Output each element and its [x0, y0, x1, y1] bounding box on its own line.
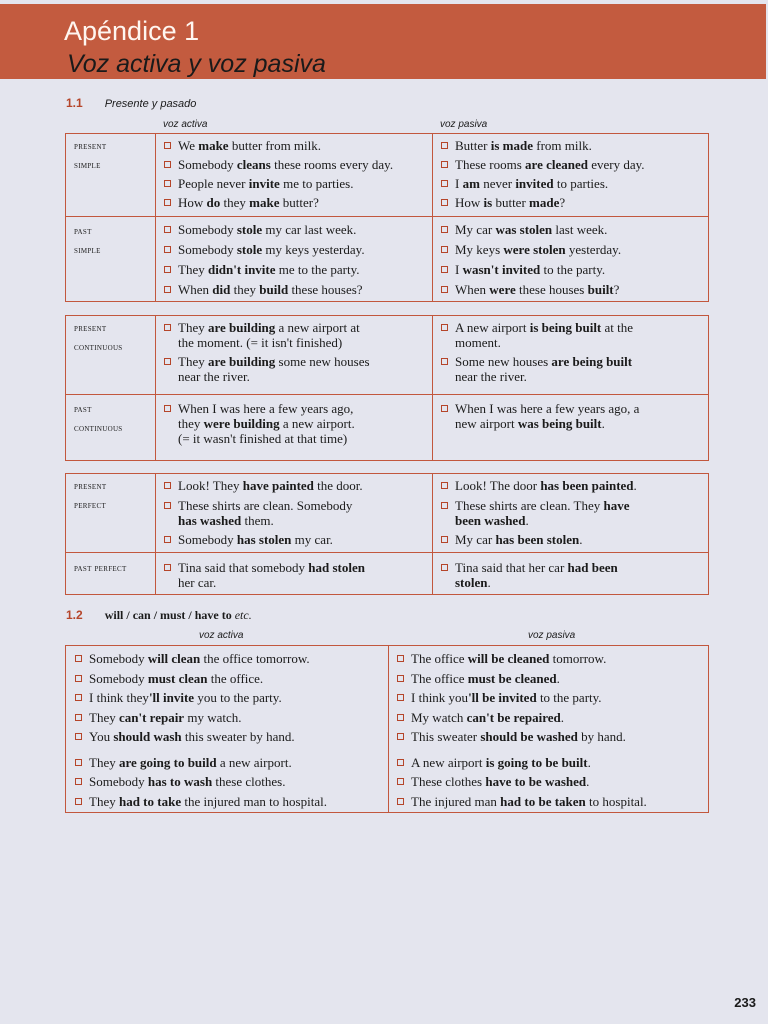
sentence-text: the office.: [207, 670, 264, 686]
example-sentence: [455, 222, 607, 237]
checkbox-bullet-icon: [164, 405, 171, 412]
sentence-text: they: [230, 282, 260, 297]
example-sentence: [455, 262, 605, 277]
checkbox-bullet-icon: [441, 482, 448, 489]
verb-form: is made: [490, 138, 533, 153]
verb-form: invited: [515, 176, 554, 191]
example-sentence: [455, 157, 645, 172]
example-sentence: [178, 532, 333, 547]
verb-form: 'll invite: [148, 690, 195, 705]
example-sentence: [411, 690, 602, 705]
tense-label-line: present: [74, 141, 107, 152]
verb-form: make: [198, 138, 229, 153]
section-1-col-passive: voz pasiva: [440, 119, 488, 130]
sentence-text: my watch.: [184, 709, 242, 725]
verb-form: will clean: [147, 651, 201, 666]
tense-label-line: simple: [74, 160, 101, 171]
row-present-simple: [66, 134, 708, 216]
verb-form: can't be repaired: [466, 709, 561, 725]
sentence-text: ?: [559, 195, 566, 210]
tense-label: [74, 477, 106, 515]
tense-label: [74, 137, 106, 175]
sentence-text: When: [178, 282, 213, 297]
sentence-text: The office: [411, 651, 468, 666]
row-past-perfect: [66, 552, 708, 594]
sentence-text: the injured man to hospital.: [181, 793, 327, 809]
section-2-title: will / can / must / have to: [104, 608, 232, 622]
sentence-text: last week.: [552, 222, 608, 237]
section-1-title: Presente y pasado: [104, 98, 197, 110]
example-sentence: [89, 710, 241, 725]
sentence-text: these rooms every day.: [270, 157, 394, 172]
row-past-simple: [66, 216, 708, 301]
sentence-text: every day.: [587, 157, 645, 172]
sentence-text: me to the party.: [275, 262, 360, 277]
verb-form: 'll be invited: [468, 690, 537, 705]
sentence-text: These shirts are clean. They: [455, 498, 604, 513]
example-sentence: [411, 651, 606, 666]
sentence-text: My car: [455, 222, 496, 237]
sentence-text: these clothes.: [212, 774, 286, 789]
appendix-label: Apéndice 1: [64, 16, 200, 46]
checkbox-bullet-icon: [164, 226, 171, 233]
example-sentence: [411, 774, 589, 789]
verb-form: has been stolen: [495, 532, 580, 547]
section-2-col-active: voz activa: [199, 630, 244, 641]
section-2-col-passive: voz pasiva: [528, 630, 576, 641]
example-sentence: [89, 794, 327, 809]
verb-form: were building: [203, 416, 280, 431]
page-number: 233: [734, 995, 756, 1010]
sentence-text: Tina said that her car: [455, 560, 568, 575]
verb-form: has stolen: [236, 532, 292, 547]
verb-form: was being built: [517, 416, 602, 431]
sentence-text: these houses: [515, 282, 588, 297]
sentence-text: .: [525, 513, 529, 528]
verb-form: am: [462, 176, 480, 191]
sentence-text: .: [633, 478, 637, 493]
section-1-heading: [66, 97, 196, 110]
example-sentence: [455, 282, 619, 297]
verb-form: build: [259, 282, 289, 297]
verb-form: wasn't invited: [462, 262, 541, 277]
verb-form: must clean: [147, 670, 208, 686]
example-sentence: [411, 710, 564, 725]
sentence-text: to parties.: [553, 176, 609, 191]
sentence-text: Somebody: [89, 774, 148, 789]
tense-label-line: present: [74, 481, 107, 492]
sentence-text: A new airport: [455, 320, 530, 335]
verb-form: been washed: [455, 513, 526, 528]
example-sentence: [89, 651, 310, 666]
verb-form: did: [212, 282, 231, 297]
section-1-col-active: voz activa: [163, 119, 208, 130]
sentence-text: they: [178, 416, 204, 431]
sentence-text: Some new houses: [455, 354, 552, 369]
sentence-text: .: [586, 774, 590, 789]
example-sentence: [455, 532, 582, 547]
sentence-text: some new houses: [275, 354, 370, 369]
sentence-text: .: [556, 670, 560, 686]
sentence-text: me to parties.: [279, 176, 354, 191]
checkbox-bullet-icon: [397, 778, 404, 785]
example-sentence: [178, 282, 363, 297]
verb-form: should be washed: [480, 729, 578, 744]
checkbox-bullet-icon: [397, 798, 404, 805]
checkbox-bullet-icon: [164, 324, 171, 331]
checkbox-bullet-icon: [441, 324, 448, 331]
checkbox-bullet-icon: [441, 199, 448, 206]
sentence-text: The injured man: [411, 793, 501, 809]
section-2-title-etc: etc.: [231, 608, 252, 622]
checkbox-bullet-icon: [164, 142, 171, 149]
checkbox-bullet-icon: [164, 161, 171, 168]
sentence-text: How: [178, 195, 207, 210]
sentence-text: the moment. (= it isn't finished): [178, 335, 343, 350]
verb-form: do: [206, 195, 221, 210]
example-sentence: [411, 729, 626, 744]
verb-form: are going to build: [118, 754, 217, 770]
verb-form: is: [483, 195, 493, 210]
example-sentence: [411, 671, 560, 686]
sentence-text: tomorrow.: [549, 651, 607, 666]
sentence-text: never: [479, 176, 516, 191]
example-sentence: [455, 401, 639, 431]
sentence-text: to the party.: [536, 690, 602, 705]
sentence-text: They: [89, 793, 119, 809]
example-sentence: [89, 671, 263, 686]
checkbox-bullet-icon: [75, 798, 82, 805]
example-sentence: [178, 262, 360, 277]
tense-label-line: perfect: [74, 500, 107, 511]
checkbox-bullet-icon: [397, 714, 404, 721]
checkbox-bullet-icon: [164, 266, 171, 273]
row-present-continuous: [66, 316, 708, 394]
sentence-text: These clothes: [411, 774, 486, 789]
sentence-text: Look! They: [178, 478, 243, 493]
tense-label-line: past: [74, 226, 92, 237]
verb-form: stole: [236, 242, 263, 257]
sentence-text: When I was here a few years ago,: [178, 401, 354, 416]
sentence-text: these houses?: [288, 282, 363, 297]
tense-label-line: present: [74, 323, 107, 334]
verb-form: built: [587, 282, 614, 297]
tense-label-line: simple: [74, 245, 101, 256]
example-sentence: [178, 242, 365, 257]
checkbox-bullet-icon: [164, 180, 171, 187]
sentence-text: My car: [455, 532, 496, 547]
sentence-text: moment.: [455, 335, 501, 350]
sentence-text: at the: [601, 320, 634, 335]
tense-label: [74, 222, 101, 260]
tense-label-line: continuous: [74, 342, 123, 353]
checkbox-bullet-icon: [441, 358, 448, 365]
example-sentence: [178, 498, 352, 528]
checkbox-bullet-icon: [397, 694, 404, 701]
sentence-text: When: [455, 282, 490, 297]
verb-form: can't repair: [118, 709, 185, 725]
sentence-text: my car.: [291, 532, 333, 547]
sentence-text: My keys: [455, 242, 504, 257]
verb-form: has been painted: [540, 478, 634, 493]
example-sentence: [178, 354, 370, 384]
example-sentence: [455, 498, 629, 528]
sentence-text: They: [178, 320, 208, 335]
sentence-text: .: [601, 416, 605, 431]
checkbox-bullet-icon: [164, 482, 171, 489]
tense-label: [74, 400, 123, 438]
sentence-text: ?: [613, 282, 620, 297]
checkbox-bullet-icon: [441, 266, 448, 273]
checkbox-bullet-icon: [441, 246, 448, 253]
table-modals: [65, 645, 709, 813]
checkbox-bullet-icon: [397, 675, 404, 682]
verb-form: are cleaned: [525, 157, 588, 172]
example-sentence: [178, 138, 321, 153]
verb-form: had stolen: [308, 560, 365, 575]
sentence-text: her car.: [178, 575, 217, 590]
verb-form: have to be washed: [485, 774, 587, 789]
verb-form: was stolen: [495, 222, 553, 237]
sentence-text: Somebody: [178, 157, 237, 172]
checkbox-bullet-icon: [441, 405, 448, 412]
verb-form: are building: [207, 320, 276, 335]
checkbox-bullet-icon: [441, 161, 448, 168]
sentence-text: to hospital.: [585, 793, 647, 809]
verb-form: stolen: [455, 575, 488, 590]
verb-form: were stolen: [503, 242, 566, 257]
checkbox-bullet-icon: [397, 733, 404, 740]
sentence-text: my keys yesterday.: [262, 242, 365, 257]
example-sentence: [89, 690, 282, 705]
verb-form: had to take: [118, 793, 182, 809]
sentence-text: Somebody: [89, 670, 148, 686]
sentence-text: You: [89, 729, 114, 744]
example-sentence: [89, 774, 285, 789]
sentence-text: I think you: [411, 690, 469, 705]
verb-form: has washed: [178, 513, 242, 528]
example-sentence: [455, 242, 621, 257]
sentence-text: Somebody: [178, 242, 237, 257]
checkbox-bullet-icon: [164, 199, 171, 206]
checkbox-bullet-icon: [75, 694, 82, 701]
sentence-text: (= it wasn't finished at that time): [178, 431, 348, 446]
checkbox-bullet-icon: [75, 778, 82, 785]
example-sentence: [178, 401, 355, 446]
checkbox-bullet-icon: [75, 675, 82, 682]
sentence-text: a new airport at: [275, 320, 360, 335]
section-2-number: 1.2: [66, 608, 83, 622]
sentence-text: I: [455, 262, 463, 277]
tense-label-line: past: [74, 404, 92, 415]
verb-form: should wash: [113, 729, 182, 744]
sentence-text: yesterday.: [565, 242, 622, 257]
sentence-text: Butter: [455, 138, 491, 153]
sentence-text: They: [178, 262, 208, 277]
sentence-text: butter from milk.: [228, 138, 322, 153]
row-past-continuous: [66, 394, 708, 460]
example-sentence: [455, 354, 632, 384]
checkbox-bullet-icon: [164, 564, 171, 571]
verb-form: had been: [567, 560, 618, 575]
section-1-number: 1.1: [66, 96, 83, 110]
verb-form: is going to be built: [485, 754, 588, 770]
verb-form: cleans: [236, 157, 271, 172]
example-sentence: [178, 320, 360, 350]
sentence-text: you to the party.: [194, 690, 282, 705]
sentence-text: Look! The door: [455, 478, 541, 493]
checkbox-bullet-icon: [441, 286, 448, 293]
example-sentence: [455, 320, 633, 350]
example-sentence: [178, 222, 356, 237]
checkbox-bullet-icon: [164, 536, 171, 543]
example-sentence: [411, 794, 647, 809]
checkbox-bullet-icon: [397, 759, 404, 766]
sentence-text: a new airport.: [279, 416, 355, 431]
checkbox-bullet-icon: [164, 358, 171, 365]
sentence-text: Somebody: [89, 651, 148, 666]
sentence-text: We: [178, 138, 199, 153]
checkbox-bullet-icon: [164, 502, 171, 509]
verb-form: will be cleaned: [467, 651, 550, 666]
verb-form: is being built: [529, 320, 602, 335]
example-sentence: [455, 560, 618, 590]
example-sentence: [455, 138, 592, 153]
sentence-text: .: [487, 575, 491, 590]
sentence-text: How: [455, 195, 484, 210]
sentence-text: These rooms: [455, 157, 526, 172]
example-sentence: [89, 755, 292, 770]
checkbox-bullet-icon: [441, 502, 448, 509]
sentence-text: These shirts are clean. Somebody: [178, 498, 353, 513]
verb-form: didn't invite: [207, 262, 276, 277]
checkbox-bullet-icon: [75, 655, 82, 662]
sentence-text: by hand.: [577, 729, 626, 744]
verb-form: are being built: [551, 354, 633, 369]
sentence-text: this sweater by hand.: [181, 729, 295, 744]
checkbox-bullet-icon: [441, 536, 448, 543]
sentence-text: Somebody: [178, 532, 237, 547]
verb-form: are building: [207, 354, 276, 369]
verb-form: invite: [248, 176, 280, 191]
sentence-text: butter?: [279, 195, 319, 210]
sentence-text: People never: [178, 176, 249, 191]
tense-label-line: continuous: [74, 423, 123, 434]
example-sentence: [89, 729, 295, 744]
sentence-text: butter: [492, 195, 530, 210]
checkbox-bullet-icon: [441, 142, 448, 149]
page-title: Voz activa y voz pasiva: [67, 50, 326, 78]
example-sentence: [455, 176, 608, 191]
row-present-perfect: [66, 474, 708, 552]
sentence-text: the office tomorrow.: [200, 651, 310, 666]
example-sentence: [178, 195, 319, 210]
header-banner: [0, 4, 766, 79]
sentence-text: from milk.: [533, 138, 592, 153]
sentence-text: A new airport: [411, 754, 486, 770]
sentence-text: Tina said that somebody: [178, 560, 309, 575]
sentence-text: my car last week.: [262, 222, 357, 237]
checkbox-bullet-icon: [75, 733, 82, 740]
example-sentence: [178, 157, 393, 172]
sentence-text: to the party.: [540, 262, 606, 277]
sentence-text: near the river.: [455, 369, 527, 384]
verb-form: must be cleaned: [467, 670, 557, 686]
sentence-text: Somebody: [178, 222, 237, 237]
verb-form: make: [249, 195, 280, 210]
sentence-text: When I was here a few years ago, a: [455, 401, 640, 416]
verb-form: were: [489, 282, 516, 297]
table-continuous-tenses: [65, 315, 709, 461]
example-sentence: [455, 195, 565, 210]
verb-form: has to wash: [147, 774, 213, 789]
example-sentence: [411, 755, 591, 770]
example-sentence: [455, 478, 637, 493]
sentence-text: the door.: [313, 478, 363, 493]
sentence-text: .: [560, 709, 564, 725]
example-sentence: [178, 176, 353, 191]
tense-label: [74, 319, 123, 357]
checkbox-bullet-icon: [164, 286, 171, 293]
checkbox-bullet-icon: [75, 759, 82, 766]
sentence-text: them.: [241, 513, 274, 528]
sentence-text: new airport: [455, 416, 518, 431]
tense-label-line: past perfect: [74, 563, 127, 574]
sentence-text: The office: [411, 670, 468, 686]
sentence-text: They: [89, 754, 119, 770]
example-sentence: [178, 560, 365, 590]
table-perfect-tenses: [65, 473, 709, 595]
verb-form: made: [529, 195, 560, 210]
sentence-text: My watch: [411, 709, 467, 725]
verb-form: have painted: [242, 478, 314, 493]
checkbox-bullet-icon: [164, 246, 171, 253]
sentence-text: .: [587, 754, 591, 770]
sentence-text: This sweater: [411, 729, 481, 744]
sentence-text: I: [455, 176, 463, 191]
sentence-text: They: [178, 354, 208, 369]
example-sentence: [178, 478, 363, 493]
sentence-text: near the river.: [178, 369, 250, 384]
table-simple-tenses: [65, 133, 709, 302]
checkbox-bullet-icon: [441, 180, 448, 187]
tense-label: [74, 559, 127, 578]
section-2-heading: [66, 609, 252, 621]
checkbox-bullet-icon: [441, 226, 448, 233]
verb-form: stole: [236, 222, 263, 237]
sentence-text: a new airport.: [216, 754, 292, 770]
checkbox-bullet-icon: [441, 564, 448, 571]
checkbox-bullet-icon: [75, 714, 82, 721]
verb-form: have: [603, 498, 630, 513]
sentence-text: they: [220, 195, 250, 210]
checkbox-bullet-icon: [397, 655, 404, 662]
sentence-text: They: [89, 709, 119, 725]
sentence-text: I think they: [89, 690, 149, 705]
verb-form: had to be taken: [500, 793, 586, 809]
sentence-text: .: [579, 532, 583, 547]
